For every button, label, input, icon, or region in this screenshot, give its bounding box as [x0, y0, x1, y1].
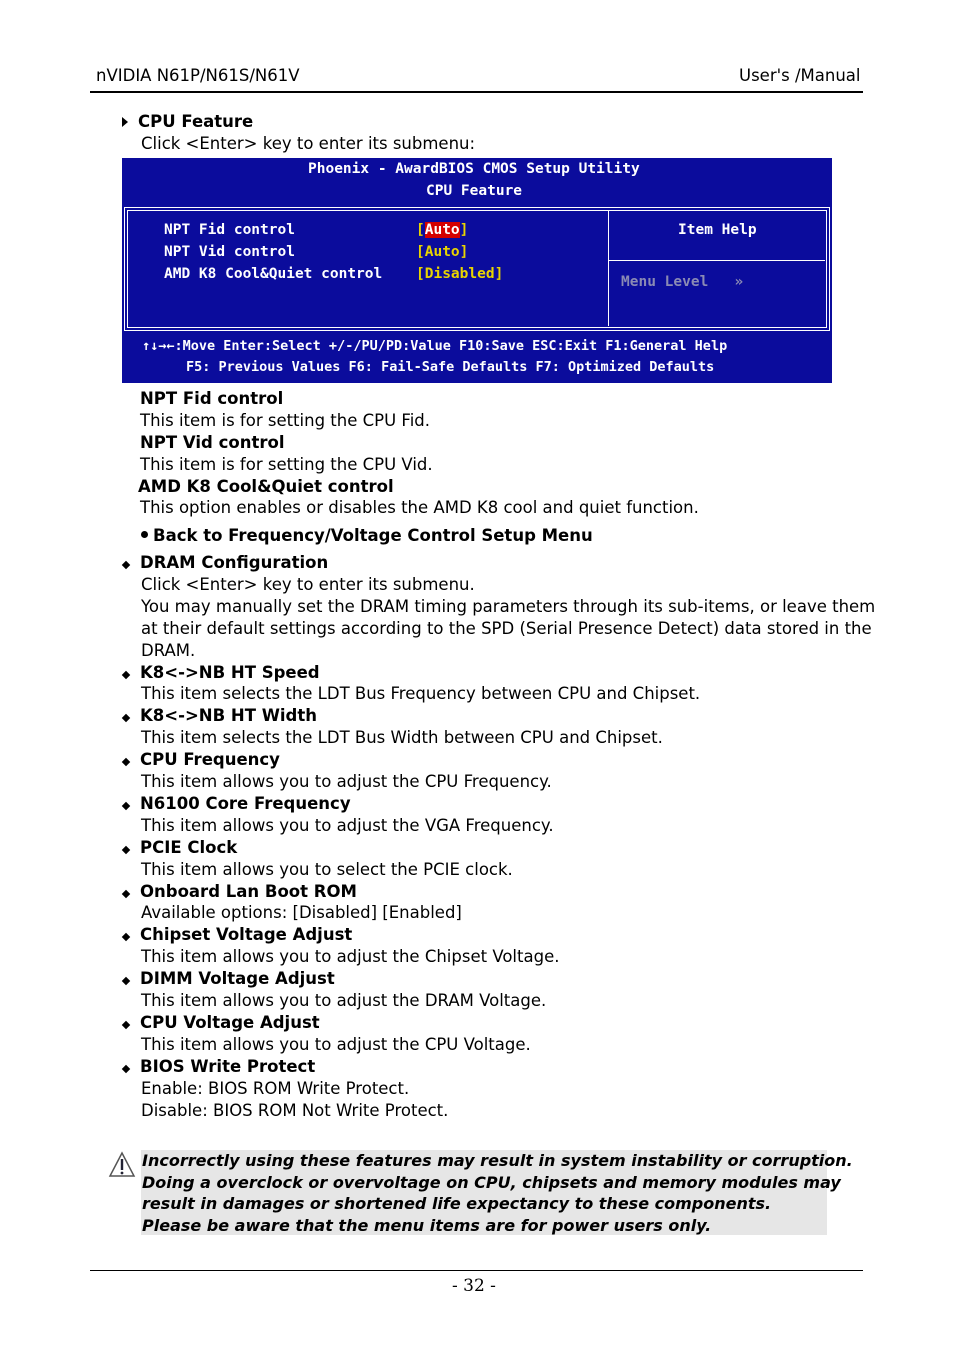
item-title: CPU Voltage Adjust — [140, 1012, 320, 1032]
warning-line-4: Please be aware that the menu items are for power users only. — [142, 1216, 712, 1235]
bios-menu-level — [621, 274, 743, 290]
sub-item-text: This item is for setting the CPU Vid. — [140, 455, 433, 474]
bios-item-npt-fid[interactable]: NPT Fid control — [164, 222, 295, 238]
item-description: Click <Enter> key to enter its submenu. — [141, 574, 475, 594]
diamond-bullet-icon — [122, 714, 130, 722]
bios-screen — [122, 158, 832, 383]
footer-rule — [90, 1270, 863, 1271]
bios-item-help: Item Help — [678, 222, 757, 238]
item-description: This item allows you to adjust the Chipset Voltage. — [141, 947, 560, 967]
diamond-bullet-icon — [122, 845, 130, 853]
warning-triangle-icon — [108, 1151, 136, 1179]
triangle-bullet-icon — [122, 117, 128, 127]
diamond-bullet-icon — [122, 561, 130, 569]
sub-item-title: NPT Vid control — [140, 433, 285, 452]
bios-footer-line2: F5: Previous Values F6: Fail-Safe Defaults F7: Optimized Defaults — [186, 359, 715, 375]
item-description: This item allows you to adjust the VGA Frequency. — [141, 815, 554, 835]
header-manual: User's /Manual — [739, 66, 861, 85]
item-description: DRAM. — [141, 640, 196, 660]
bios-item-cool-quiet[interactable]: AMD K8 Cool&Quiet control — [164, 266, 383, 282]
diamond-bullet-icon — [122, 802, 130, 810]
item-title: DRAM Configuration — [140, 553, 329, 572]
item-title: N6100 Core Frequency — [140, 793, 351, 813]
diamond-bullet-icon — [122, 758, 130, 766]
cpu-feature-title: CPU Feature — [138, 112, 254, 131]
bios-divider — [608, 210, 609, 326]
back-link[interactable]: Back to Frequency/Voltage Control Setup Menu — [153, 526, 593, 545]
header-rule — [90, 91, 863, 93]
item-description: This item allows you to select the PCIE clock. — [141, 859, 513, 879]
bios-subtitle: CPU Feature — [426, 183, 523, 199]
item-description: This item allows you to adjust the CPU Voltage. — [141, 1034, 531, 1054]
item-description: This item selects the LDT Bus Width between CPU and Chipset. — [141, 728, 663, 748]
item-title: Onboard Lan Boot ROM — [140, 881, 357, 901]
item-description: This item allows you to adjust the DRAM Voltage. — [141, 991, 547, 1010]
item-description: Available options: [Disabled] [Enabled] — [141, 903, 462, 923]
double-chevron-right-icon: » — [734, 274, 744, 290]
round-bullet-icon — [141, 531, 148, 538]
bios-value-npt-fid-selected: Auto — [424, 222, 460, 238]
diamond-bullet-icon — [122, 1021, 130, 1029]
item-title: CPU Frequency — [140, 750, 280, 770]
header-title: nVIDIA N61P/N61S/N61V — [96, 66, 300, 85]
bios-item-npt-vid[interactable]: NPT Vid control — [164, 244, 295, 260]
bios-footer-line1: ↑↓→←:Move Enter:Select +/-/PU/PD:Value F10:Save ESC:Exit F1:General Help — [142, 338, 728, 354]
bios-menu-level-text: Menu Level — [621, 274, 709, 290]
sub-item-title: AMD K8 Cool&Quiet control — [138, 477, 394, 496]
bios-value-npt-fid[interactable]: [Auto] — [416, 222, 469, 238]
item-title: BIOS Write Protect — [140, 1056, 316, 1076]
item-description: You may manually set the DRAM timing parameters through its sub-items, or leave them — [141, 596, 876, 616]
page-number: - 32 - — [452, 1276, 496, 1296]
item-title: K8<->NB HT Speed — [140, 662, 320, 682]
sub-item-text: This option enables or disables the AMD K8 cool and quiet function. — [140, 498, 699, 517]
bios-title: Phoenix - AwardBIOS CMOS Setup Utility — [308, 161, 640, 177]
sub-item-text: This item is for setting the CPU Fid. — [140, 411, 430, 430]
sub-item-title: NPT Fid control — [140, 389, 284, 408]
bios-value-npt-vid[interactable]: [Auto] — [416, 244, 469, 260]
item-description: This item selects the LDT Bus Frequency between CPU and Chipset. — [141, 684, 701, 704]
diamond-bullet-icon — [122, 889, 130, 897]
bios-value-cool-quiet[interactable]: [Disabled] — [416, 266, 504, 282]
bios-help-divider — [608, 260, 825, 261]
diamond-bullet-icon — [122, 933, 130, 941]
warning-line-2: Doing a overclock or overvoltage on CPU, chipsets and memory modules may — [142, 1173, 841, 1192]
diamond-bullet-icon — [122, 670, 130, 678]
bios-value-npt-vid-text: Auto — [424, 244, 460, 260]
warning-line-1: Incorrectly using these features may result in system instability or corruption. — [142, 1151, 853, 1170]
item-description: This item allows you to adjust the CPU Frequency. — [141, 772, 552, 791]
item-title: PCIE Clock — [140, 837, 238, 857]
item-description: at their default settings according to the SPD (Serial Presence Detect) data stored in the — [141, 618, 872, 638]
item-title: Chipset Voltage Adjust — [140, 925, 353, 945]
cpu-feature-text: Click <Enter> key to enter its submenu: — [141, 134, 476, 153]
diamond-bullet-icon — [122, 1064, 130, 1072]
item-description: Disable: BIOS ROM Not Write Protect. — [141, 1100, 449, 1120]
item-title: DIMM Voltage Adjust — [140, 969, 335, 989]
diamond-bullet-icon — [122, 977, 130, 985]
bios-value-cool-quiet-text: Disabled — [424, 266, 495, 282]
warning-line-3: result in damages or shortened life expectancy to these components. — [142, 1194, 772, 1213]
item-description: Enable: BIOS ROM Write Protect. — [141, 1078, 410, 1098]
item-title: K8<->NB HT Width — [140, 706, 318, 726]
